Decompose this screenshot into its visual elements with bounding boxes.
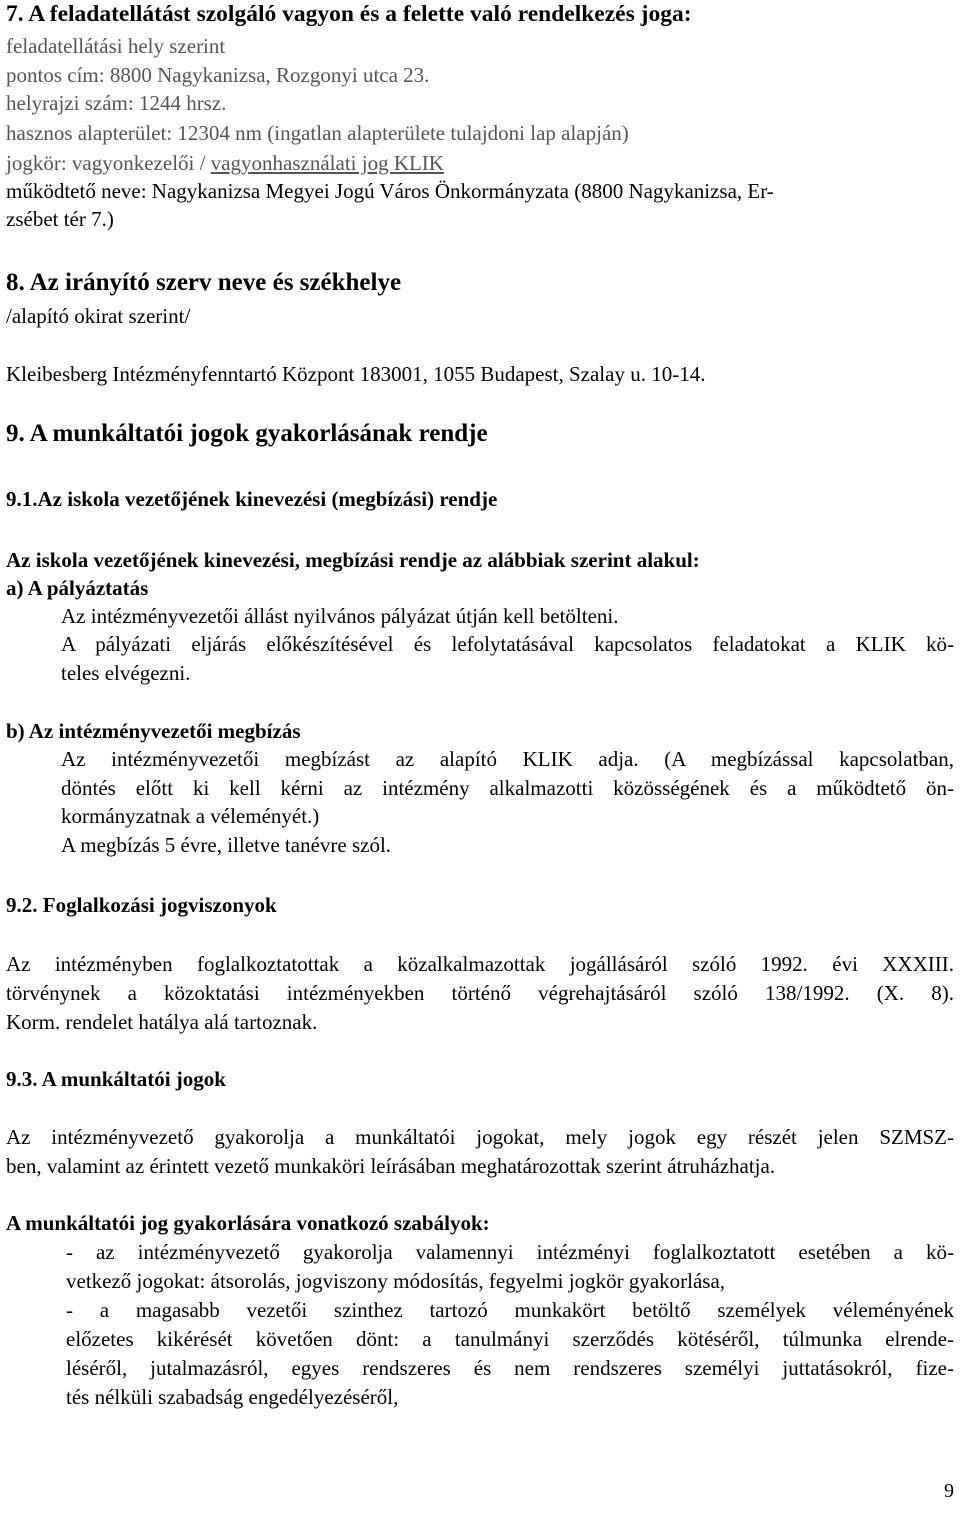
s93-line-1: Az intézményvezető gyakorolja a munkáltatói jogokat, mely jogok egy részét jelen SZMSZ- <box>6 1125 954 1149</box>
s91-b-line-4: A megbízás 5 évre, illetve tanévre szól. <box>61 833 392 857</box>
rules-heading: A munkáltatói jog gyakorlására vonatkozó szabályok: <box>6 1211 490 1235</box>
rule-line-5: léséről, jutalmazásról, egyes rendszeres és nem rendszeres személyi juttatásokról, fize- <box>66 1356 954 1380</box>
s7-line-2: pontos cím: 8800 Nagykanizsa, Rozgonyi utca 23. <box>6 63 430 87</box>
section-8-heading <box>6 270 401 296</box>
s7-line-6: működtető neve: Nagykanizsa Megyei Jogú Város Önkormányzata (8800 Nagykanizsa, Er- <box>6 179 774 203</box>
s8-subtitle: /alapító okirat szerint/ <box>6 304 191 328</box>
s91-a-heading: a) A pályáztatás <box>6 576 149 600</box>
s7-jogkor-label: jogkör: vagyonkezelői / <box>6 151 211 175</box>
s91-intro: Az iskola vezetőjének kinevezési, megbízási rendje az alábbiak szerint alakul: <box>6 548 700 572</box>
rule-line-2: vetkező jogokat: átsorolás, jogviszony módosítás, fegyelmi jogkör gyakorlása, <box>66 1269 726 1293</box>
s92-line-2: törvénynek a közoktatási intézményekben történő végrehajtásáról szóló 138/1992. (X. 8). <box>6 981 954 1005</box>
s7-line-4: hasznos alapterület: 12304 nm (ingatlan alapterülete tulajdoni lap alapján) <box>6 121 629 145</box>
s91-b-line-1: Az intézményvezetői megbízást az alapító KLIK adja. (A megbízással kapcsolatban, <box>61 747 954 771</box>
s7-line-7: zsébet tér 7.) <box>6 207 114 231</box>
section-9-1-heading: 9.1.Az iskola vezetőjének kinevezési (megbízási) rendje <box>6 487 498 511</box>
s93-line-2: ben, valamint az érintett vezető munkaköri leírásában meghatározottak szerint átruházhatja. <box>6 1154 776 1178</box>
rule-line-1: - az intézményvezető gyakorolja valamennyi intézményi foglalkoztatott esetében a kö- <box>66 1240 954 1264</box>
section-7-heading: 7. A feladatellátást szolgáló vagyon és a felette való rendelkezés joga: <box>6 1 692 27</box>
s7-jogkor-underlined: vagyonhasználati jog KLIK <box>210 151 444 175</box>
rule-line-6: tés nélküli szabadság engedélyezéséről, <box>66 1385 399 1409</box>
s91-a-line-2: A pályázati eljárás előkészítésével és lefolytatásával kapcsolatos feladatokat a KLIK kö- <box>61 632 954 656</box>
s7-line-3: helyrajzi szám: 1244 hrsz. <box>6 91 227 115</box>
rule-line-3: - a magasabb vezetői szinthez tartozó munkakört betöltő személyek véleményének <box>66 1298 954 1322</box>
s8-body: Kleibesberg Intézményfenntartó Központ 183001, 1055 Budapest, Szalay u. 10-14. <box>6 362 706 386</box>
s92-line-3: Korm. rendelet hatálya alá tartoznak. <box>6 1010 318 1034</box>
section-9-heading: 9. A munkáltatói jogok gyakorlásának rendje <box>6 420 488 447</box>
section-9-3-heading: 9.3. A munkáltatói jogok <box>6 1067 226 1091</box>
rule-line-4: előzetes kikérését követően dönt: a tanulmányi szerződés kötéséről, túlmunka elrende- <box>66 1327 954 1351</box>
page-number: 9 <box>944 1480 954 1502</box>
s91-b-line-2: döntés előtt ki kell kérni az intézmény alkalmazotti közösségének és a működtető ön- <box>61 776 954 800</box>
s7-line-5 <box>6 150 444 176</box>
s91-a-line-1: Az intézményvezetői állást nyilvános pályázat útján kell betölteni. <box>61 604 619 628</box>
s7-line-1: feladatellátási hely szerint <box>6 34 226 58</box>
s91-b-line-3: kormányzatnak a véleményét.) <box>61 804 320 828</box>
s91-b-heading: b) Az intézményvezetői megbízás <box>6 719 301 743</box>
s92-line-1: Az intézményben foglalkoztatottak a közalkalmazottak jogállásáról szóló 1992. évi XXXIII. <box>6 952 954 976</box>
section-9-2-heading: 9.2. Foglalkozási jogviszonyok <box>6 893 277 917</box>
s91-a-line-3: teles elvégezni. <box>61 661 191 685</box>
section-8-heading-text: 8. Az irányító szerv neve és székhelye <box>6 269 402 296</box>
